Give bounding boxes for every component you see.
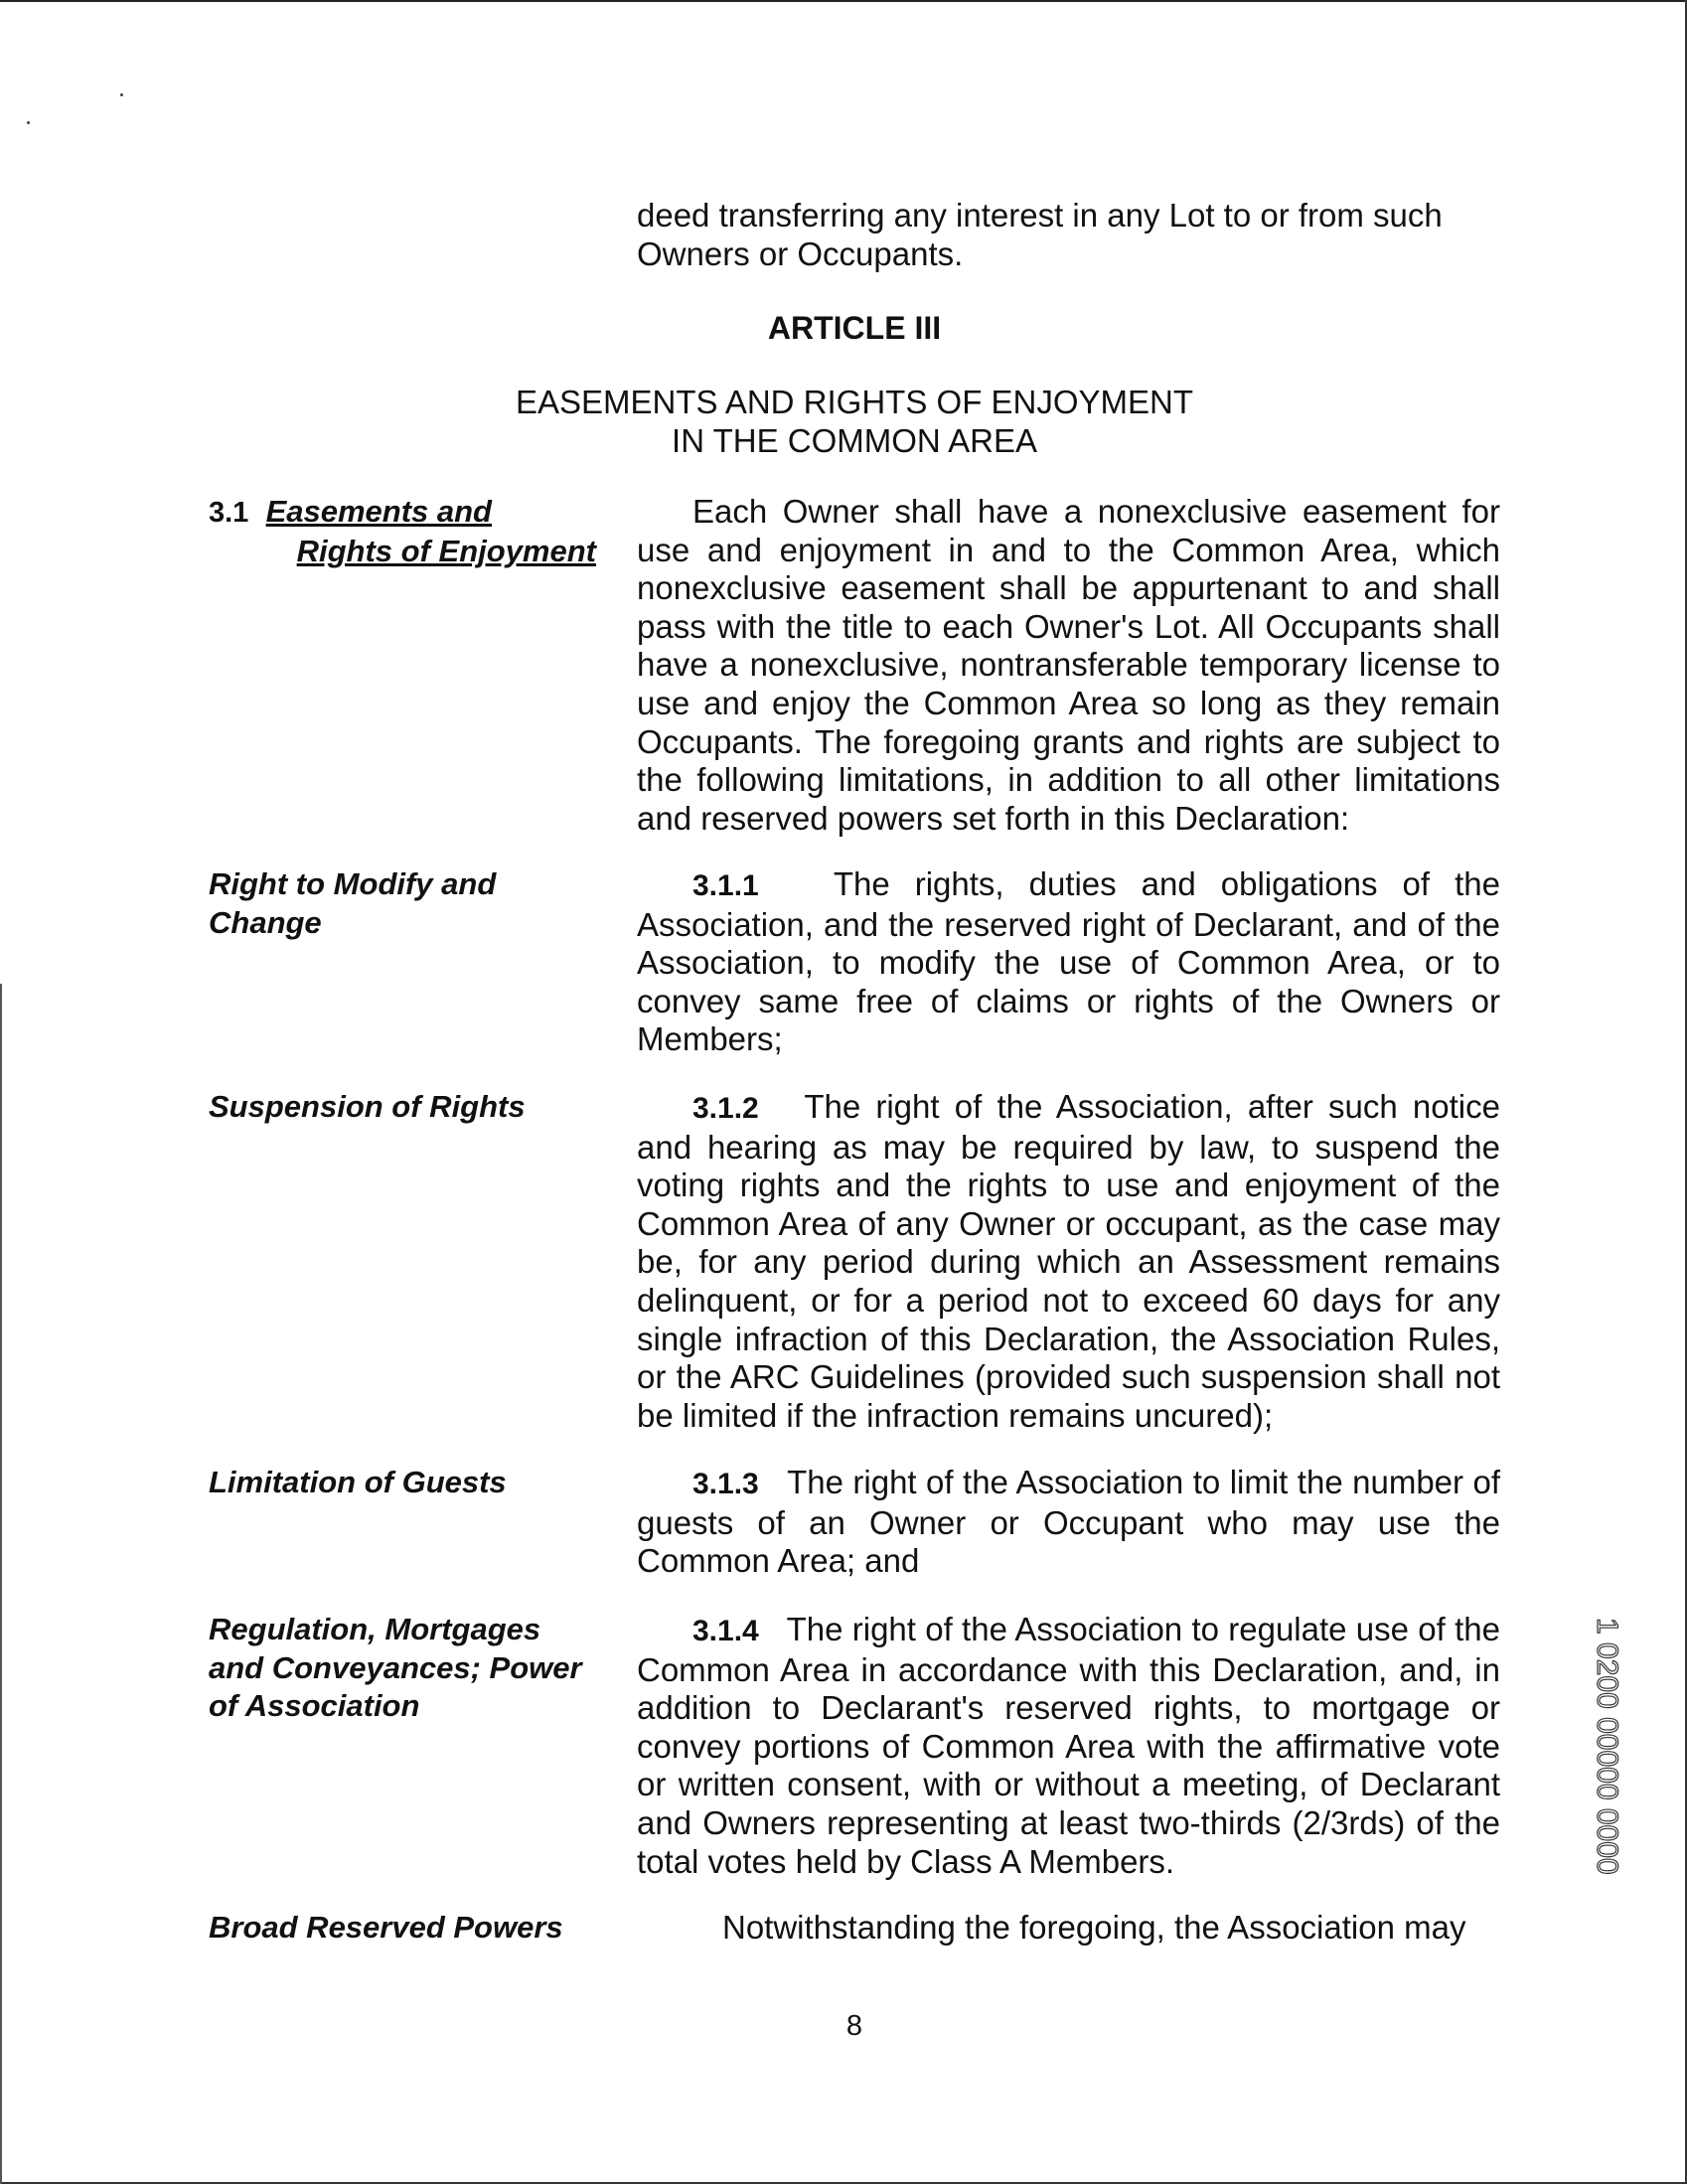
article-title — [497, 384, 1212, 460]
scan-speck — [27, 121, 30, 124]
side-label: Suspension of Rights — [209, 1089, 526, 1124]
scan-border-top — [0, 0, 1687, 2]
side-label: Limitation of Guests — [209, 1465, 507, 1499]
section-body-text: Each Owner shall have a nonexclusive easement for use and enjoyment in and to the Common Area, which nonexclusive easement shall be appurtenant to and shall pass with the title to each Owner's Lot. All Occupants shall have a nonexclusive, nontransferable temporary license to use and enjoy the Common Area so long as they remain Occupants. The foregoing grants and rights are subject to the following limitations, in addition to all other limitations and reserved powers set forth in this Declaration: — [637, 493, 1500, 837]
recording-stamp-svg — [1578, 1608, 1623, 1876]
subsection-body: The right of the Association to limit the number of guests of an Owner or Occupant who may use the Common Area; and — [637, 1464, 1500, 1580]
recording-stamp — [1578, 1608, 1623, 1876]
subsection-3-1-4 — [637, 1611, 1500, 1881]
subsection-3-1-1 — [637, 865, 1500, 1059]
section-title: Easements and — [265, 494, 492, 529]
scan-speck — [120, 93, 123, 96]
subsection-number: 3.1.4 — [692, 1615, 759, 1647]
subsection-3-1-2 — [637, 1088, 1500, 1435]
subsection-body: The right of the Association to regulate use of the Common Area in accordance with this Declaration, and, in addition to Declarant's reserved rights, to mortgage or convey portions of Common Area with the affirmative vote or written consent, with or without a meeting, of Declarant and Owners representing at least two-thirds (2/3rds) of the total votes held by Class A Members. — [637, 1611, 1500, 1880]
broad-powers-paragraph — [637, 1909, 1500, 1948]
section-3-1-body — [637, 493, 1500, 838]
article-heading: ARTICLE III — [767, 310, 942, 346]
subsection-number: 3.1.3 — [692, 1468, 759, 1500]
section-3-1-heading — [209, 493, 616, 570]
article-title-line: EASEMENTS AND RIGHTS OF ENJOYMENT — [515, 384, 1194, 420]
section-title: Rights of Enjoyment — [296, 533, 596, 568]
subsection-number: 3.1.2 — [692, 1092, 759, 1125]
article-title-line: IN THE COMMON AREA — [672, 421, 1037, 459]
page-number: 8 — [845, 2010, 863, 2042]
subsection-number: 3.1.1 — [692, 869, 759, 902]
intro-paragraph — [637, 197, 1500, 273]
subsection-body: The right of the Association, after such notice and hearing as may be required by law, to suspend the voting rights and the rights to use and enjoyment of the Common Area of any Owner or occupant, as the case may be, for any period during which an Assessment remains delinquent, or for a period not to exceed 60 days for any single infraction of this Declaration, the Association Rules, or the ARC Guidelines (provided such suspension shall not be limited if the infraction remains uncured); — [637, 1088, 1500, 1434]
scan-border-left — [0, 984, 2, 2184]
stamp-text: 1 0200 00000 0000 — [1591, 1618, 1623, 1875]
intro-line: deed transferring any interest in any Lot to or from such — [637, 197, 1443, 234]
broad-powers-body: Notwithstanding the foregoing, the Association may — [722, 1909, 1466, 1946]
intro-line: Owners or Occupants. — [637, 234, 964, 272]
subsection-3-1-3 — [637, 1464, 1500, 1581]
side-label: Broad Reserved Powers — [209, 1910, 563, 1945]
side-label: Regulation, Mortgages and Conveyances; Power of Association — [209, 1612, 582, 1724]
side-label: Right to Modify and Change — [209, 866, 497, 940]
subsection-body: The rights, duties and obligations of the Association, and the reserved right of Declarant, and of the Association, to modify the use of Common Area, or to convey same free of claims or rights of the Owners or Members; — [637, 865, 1500, 1058]
section-number: 3.1 — [209, 497, 249, 529]
